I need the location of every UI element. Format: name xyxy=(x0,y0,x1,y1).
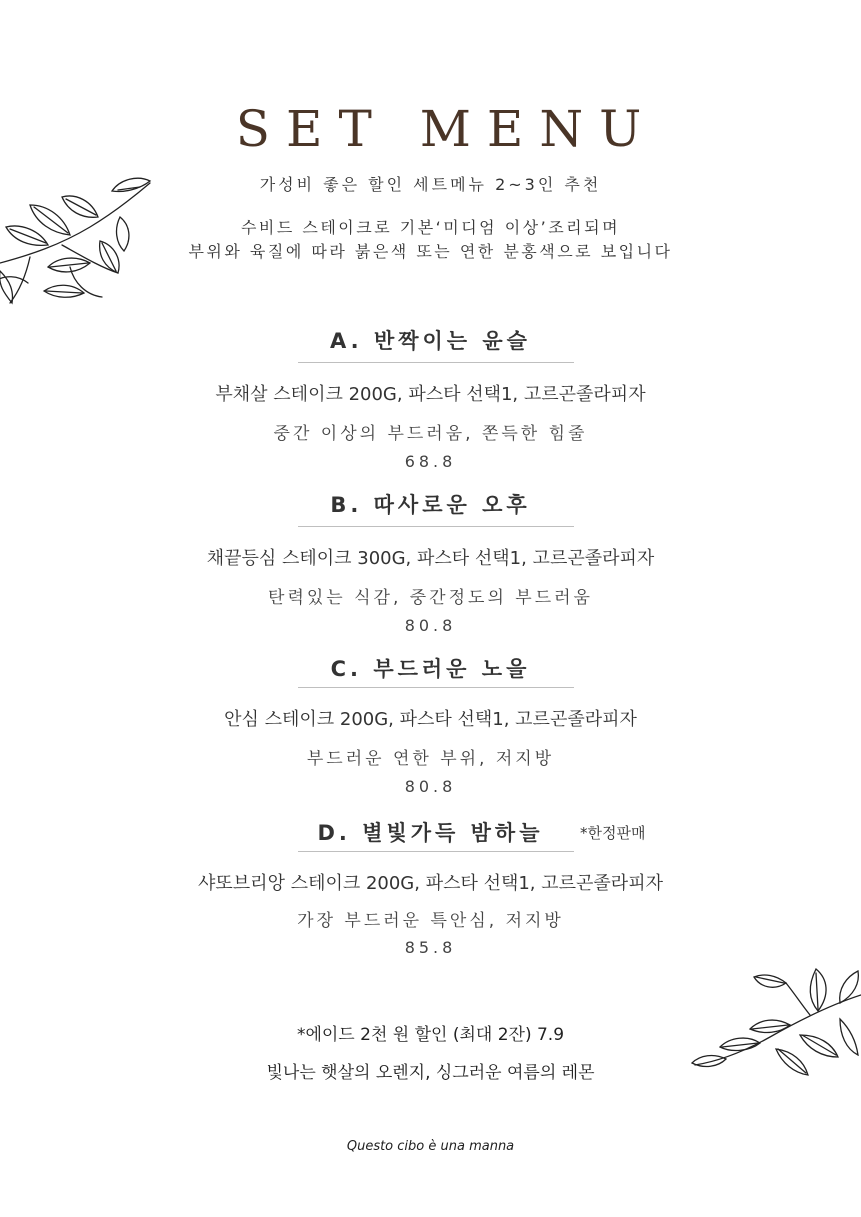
intro-text xyxy=(0,216,861,264)
set-price: 68.8 xyxy=(404,452,457,471)
set-description: 중간 이상의 부드러움, 쫀득한 힘줄 xyxy=(273,424,588,444)
set-price: 80.8 xyxy=(404,777,457,796)
set-title: D. 별빛가득 밤하늘 xyxy=(317,821,544,845)
set-price: 80.8 xyxy=(404,616,457,635)
ade-discount: *에이드 2천 원 할인 (최대 2잔) 7.9 xyxy=(296,1025,565,1045)
set-divider xyxy=(298,362,574,363)
set-price: 85.8 xyxy=(404,938,457,957)
set-description: 가장 부드러운 특안심, 저지방 xyxy=(297,911,564,931)
set-title: B. 따사로운 오후 xyxy=(330,493,531,517)
set-title: C. 부드러운 노을 xyxy=(330,657,531,681)
set-divider xyxy=(298,526,574,527)
set-title: A. 반짝이는 윤슬 xyxy=(330,329,531,353)
set-items: 채끝등심 스테이크 300G, 파스타 선택1, 고르곤졸라피자 xyxy=(206,548,655,569)
footer-tagline: Questo cibo è una manna xyxy=(346,1139,515,1154)
intro-line: 부위와 육질에 따라 붉은색 또는 연한 분홍색으로 보입니다 xyxy=(188,242,673,261)
intro-line: 수비드 스테이크로 기본‘미디엄 이상’조리되며 xyxy=(240,218,621,237)
limited-sale-note: *한정판매 xyxy=(580,824,646,842)
set-divider xyxy=(298,851,574,852)
set-items: 부채살 스테이크 200G, 파스타 선택1, 고르곤졸라피자 xyxy=(215,384,646,405)
page-title: SET MENU xyxy=(235,100,658,158)
set-description: 탄력있는 식감, 중간정도의 부드러움 xyxy=(268,588,593,608)
ade-flavors: 빛나는 햇살의 오렌지, 싱그러운 여름의 레몬 xyxy=(266,1063,595,1083)
set-items: 샤또브리앙 스테이크 200G, 파스타 선택1, 고르곤졸라피자 xyxy=(198,873,663,894)
set-description: 부드러운 연한 부위, 저지방 xyxy=(306,749,555,769)
page-subtitle: 가성비 좋은 할인 세트메뉴 2~3인 추천 xyxy=(259,175,602,194)
set-divider xyxy=(298,687,574,688)
set-items: 안심 스테이크 200G, 파스타 선택1, 고르곤졸라피자 xyxy=(224,709,637,730)
